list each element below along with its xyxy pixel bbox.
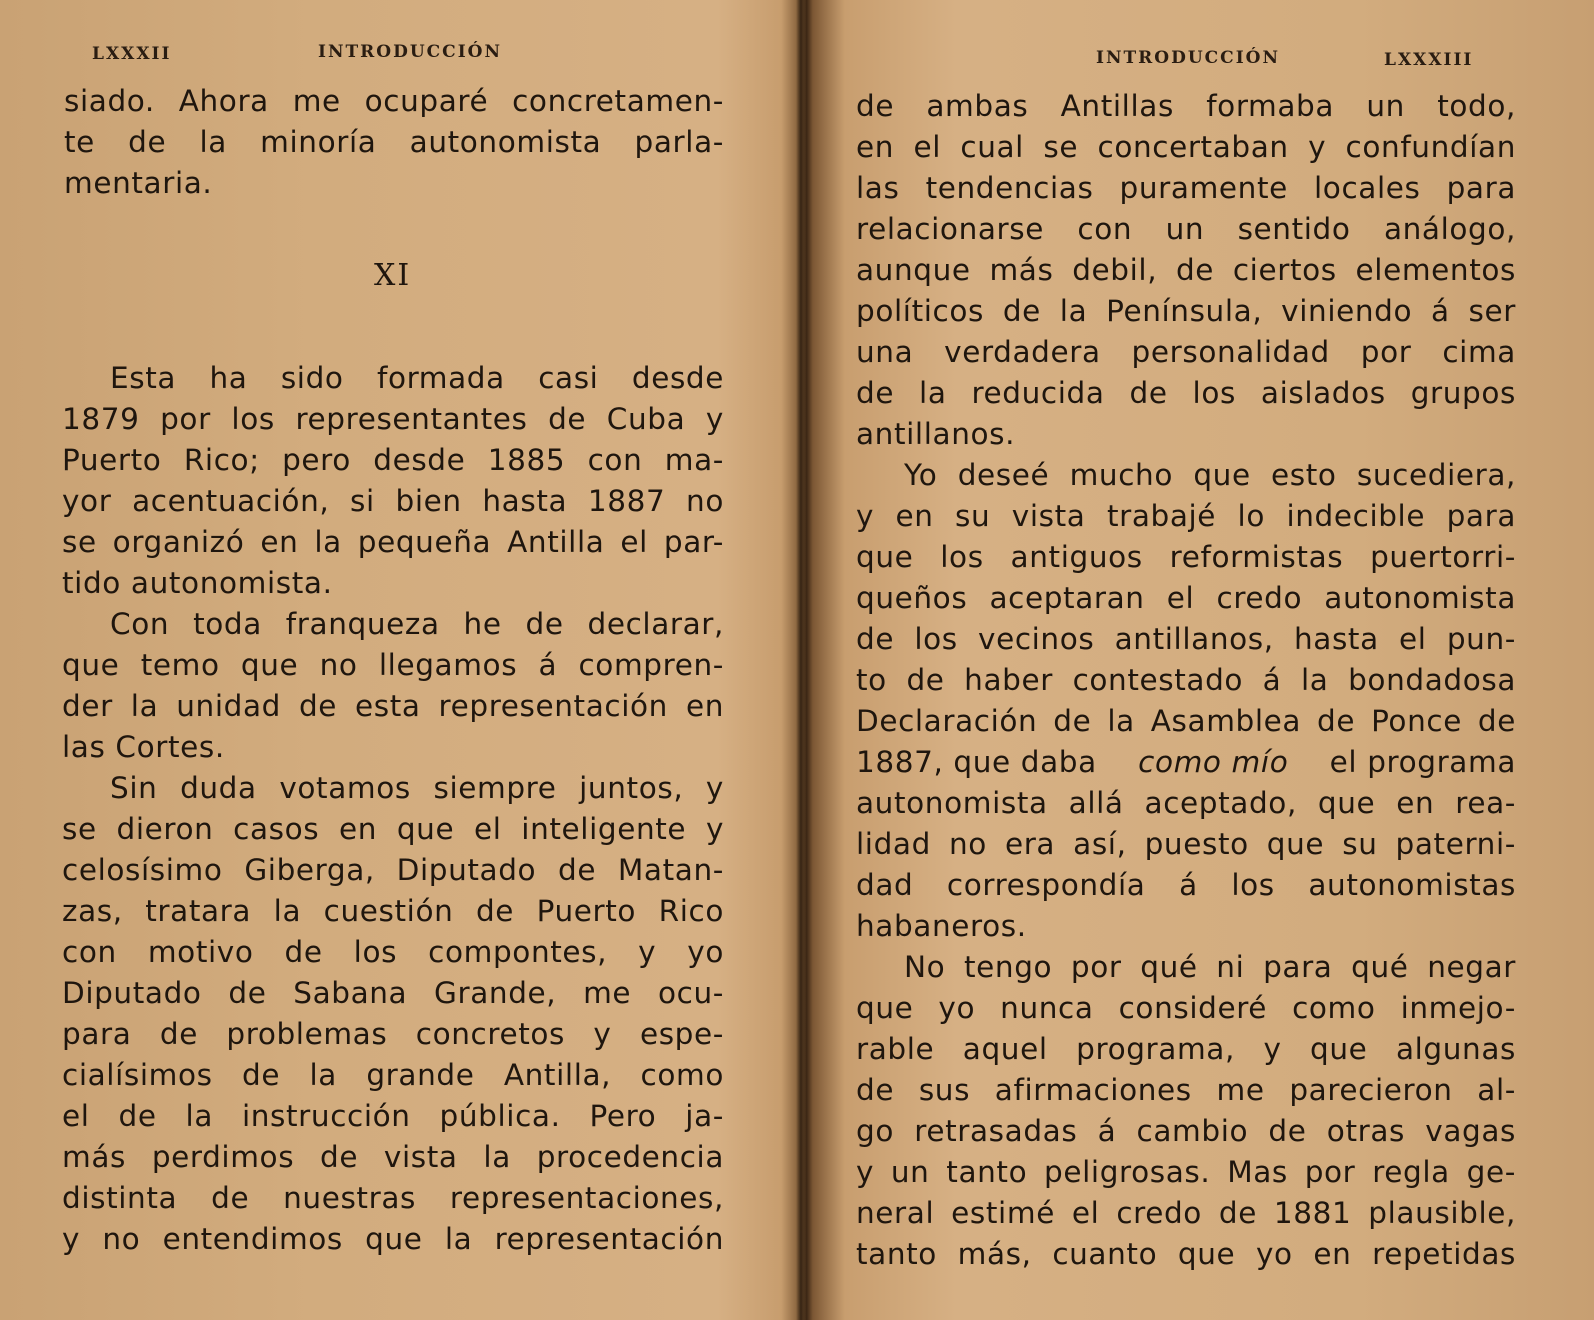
text-line: Declaración de la Asamblea de Ponce de: [856, 704, 1516, 738]
text-line: No tengo por qué ni para qué negar: [904, 950, 1516, 984]
text-line: y no entendimos que la representación: [62, 1222, 724, 1256]
text-line: Diputado de Sabana Grande, me ocu-: [62, 976, 724, 1010]
text-line: para de problemas concretos y espe-: [62, 1017, 724, 1051]
text-line: que los antiguos reformistas puertorri-: [856, 540, 1516, 574]
italic-text-segment: como mío: [1138, 745, 1289, 779]
text-line: distinta de nuestras representaciones,: [62, 1181, 724, 1215]
text-line: se organizó en la pequeña Antilla el par-: [62, 525, 724, 559]
text-line: cialísimos de la grande Antilla, como: [62, 1058, 724, 1092]
text-line: te de la minoría autonomista parla-: [64, 125, 724, 159]
text-line: se dieron casos en que el inteligente y: [62, 812, 724, 846]
text-line: zas, tratara la cuestión de Puerto Rico: [62, 894, 724, 928]
text-line: autonomista allá aceptado, que en rea-: [856, 786, 1516, 820]
text-line: antillanos.: [856, 417, 1016, 451]
text-line: el de la instrucción pública. Pero ja-: [62, 1099, 724, 1133]
text-line: Puerto Rico; pero desde 1885 con ma-: [62, 443, 724, 477]
text-line: políticos de la Península, viniendo á ser: [856, 294, 1516, 328]
text-line: de ambas Antillas formaba un todo,: [856, 89, 1516, 123]
text-line: Esta ha sido formada casi desde: [110, 361, 724, 395]
text-segment: el programa: [1329, 745, 1516, 779]
text-line: las Cortes.: [62, 730, 225, 764]
text-line: to de haber contestado á la bondadosa: [856, 663, 1516, 697]
book-gutter: [796, 0, 806, 1320]
right-page: [818, 0, 1594, 1320]
text-line: las tendencias puramente locales para: [856, 171, 1516, 205]
text-line: una verdadera personalidad por cima: [856, 335, 1516, 369]
text-line: que yo nunca consideré como inmejo-: [856, 991, 1516, 1025]
text-segment: 1887, que daba: [856, 745, 1097, 779]
text-line: celosísimo Giberga, Diputado de Matan-: [62, 853, 724, 887]
text-line: Con toda franqueza he de declarar,: [110, 607, 724, 641]
text-line: de la reducida de los aislados grupos: [856, 376, 1516, 410]
text-line: neral estimé el credo de 1881 plausible,: [856, 1196, 1516, 1230]
text-line: tido autonomista.: [62, 566, 333, 600]
text-line: con motivo de los compontes, y yo: [62, 935, 724, 969]
text-line: de sus afirmaciones me parecieron al-: [856, 1073, 1516, 1107]
text-line: y en su vista trabajé lo indecible para: [856, 499, 1516, 533]
text-line: rable aquel programa, y que algunas: [856, 1032, 1516, 1066]
right-folio: LXXXIII: [1384, 50, 1474, 70]
text-line-mixed: [856, 742, 1516, 783]
text-line: lidad no era así, puesto que su paterni-: [856, 827, 1516, 861]
right-text: [856, 86, 1516, 1275]
text-line: aunque más debil, de ciertos elementos: [856, 253, 1516, 287]
text-line: habaneros.: [856, 909, 1027, 943]
text-line: der la unidad de esta representación en: [62, 689, 724, 723]
text-line: 1879 por los representantes de Cuba y: [62, 402, 724, 436]
left-text-top: [64, 81, 724, 204]
text-line: y un tanto peligrosas. Mas por regla ge-: [856, 1155, 1516, 1189]
left-text-main: [62, 358, 724, 1260]
text-line: relacionarse con un sentido análogo,: [856, 212, 1516, 246]
left-running-title: INTRODUCCIÓN: [318, 42, 503, 62]
text-line: queños aceptaran el credo autonomista: [856, 581, 1516, 615]
text-line: yor acentuación, si bien hasta 1887 no: [62, 484, 724, 518]
text-line: tanto más, cuanto que yo en repetidas: [856, 1237, 1516, 1271]
text-line: en el cual se concertaban y confundían: [856, 130, 1516, 164]
text-line: más perdimos de vista la procedencia: [62, 1140, 724, 1174]
text-line: siado. Ahora me ocuparé concretamen-: [64, 84, 724, 118]
text-line: de los vecinos antillanos, hasta el pun-: [856, 622, 1516, 656]
text-line: dad correspondía á los autonomistas: [856, 868, 1516, 902]
text-line: mentaria.: [64, 166, 213, 200]
text-line: Sin duda votamos siempre juntos, y: [110, 771, 724, 805]
text-line: que temo que no llegamos á compren-: [62, 648, 724, 682]
text-line: Yo deseé mucho que esto sucediera,: [904, 458, 1516, 492]
right-running-title: INTRODUCCIÓN: [1096, 48, 1281, 68]
text-line: go retrasadas á cambio de otras vagas: [856, 1114, 1516, 1148]
left-folio: LXXXII: [92, 44, 172, 64]
section-number: XI: [374, 258, 412, 293]
